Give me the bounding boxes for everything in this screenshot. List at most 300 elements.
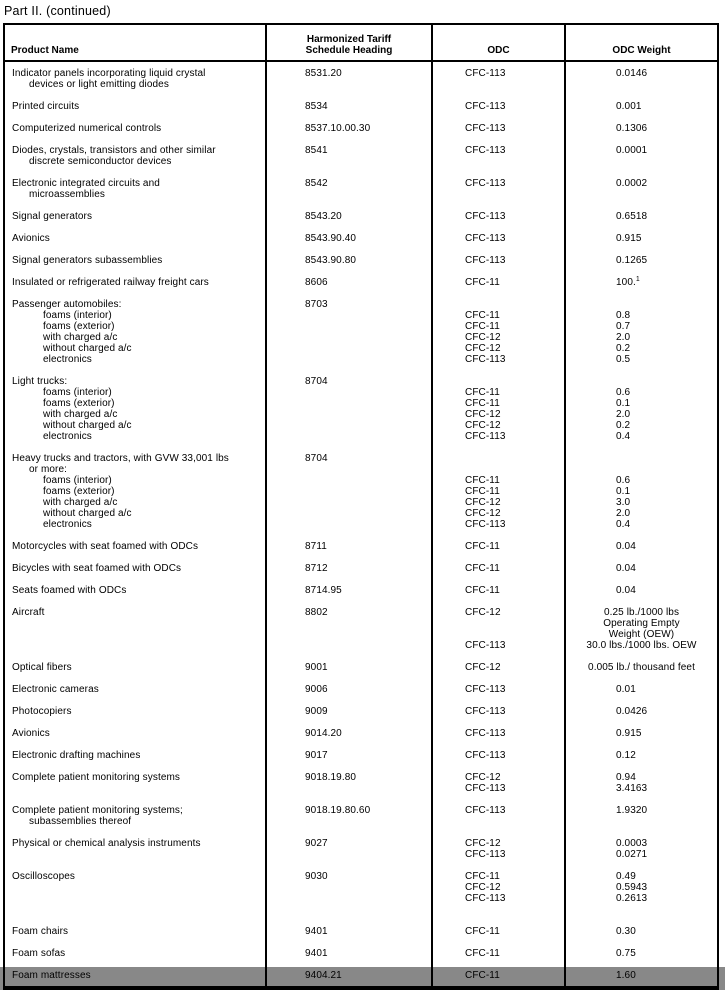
product-line: Oscilloscopes [12, 871, 75, 882]
hts-value: 9006 [305, 684, 328, 695]
product-line: foams (exterior) [43, 398, 115, 409]
weight-value: 0.75 [616, 948, 636, 959]
table-row [5, 200, 717, 222]
weight-value: 0.0271 [616, 849, 648, 860]
product-cell [5, 794, 267, 827]
table-row [5, 266, 717, 288]
hts-value: 8537.10.00.30 [305, 123, 371, 134]
product-line: subassemblies thereof [29, 816, 132, 827]
weight-cell [566, 959, 717, 986]
odc-cell [433, 827, 566, 860]
odc-value [433, 156, 564, 167]
odc-value: CFC-113 [465, 233, 506, 244]
odc-cell [433, 739, 566, 761]
weight-value [566, 453, 717, 464]
weight-value: 0.915 [616, 728, 642, 739]
product-line: Seats foamed with ODCs [12, 585, 127, 596]
hts-value [267, 431, 431, 442]
hts-cell [267, 827, 433, 860]
weight-value [566, 376, 717, 387]
weight-value: 0.1 [616, 486, 631, 497]
odc-value: CFC-12 [465, 882, 501, 893]
tariff-table [3, 23, 719, 990]
product-cell [5, 134, 267, 167]
header-product-name [5, 25, 267, 60]
product-line: electronics [43, 519, 92, 530]
hts-value: 8531.20 [305, 68, 342, 79]
header-odc-weight-label: ODC Weight [612, 45, 671, 56]
hts-value [267, 420, 431, 431]
product-line: Bicycles with seat foamed with ODCs [12, 563, 182, 574]
hts-cell [267, 959, 433, 986]
weight-cell [566, 739, 717, 761]
odc-cell [433, 244, 566, 266]
header-odc-label: ODC [487, 45, 510, 56]
odc-value: CFC-12 [465, 838, 501, 849]
weight-value: 0.25 lb./1000 lbs [603, 607, 680, 618]
hts-cell [267, 442, 433, 530]
weight-value: 0.04 [616, 541, 636, 552]
weight-value: Weight (OEW) [608, 629, 675, 640]
weight-cell [566, 134, 717, 167]
table-row [5, 596, 717, 651]
product-cell [5, 574, 267, 596]
weight-cell [566, 167, 717, 200]
odc-cell [433, 695, 566, 717]
hts-cell [267, 288, 433, 365]
table-row [5, 761, 717, 794]
product-line: electronics [43, 354, 92, 365]
header-hts-line1: Harmonized Tariff [306, 34, 392, 45]
hts-value: 8543.20 [305, 211, 342, 222]
product-line: Foam chairs [12, 926, 69, 937]
product-cell [5, 761, 267, 794]
odc-value: CFC-113 [465, 123, 506, 134]
hts-cell [267, 695, 433, 717]
table-row [5, 552, 717, 574]
hts-value [267, 618, 431, 629]
product-line [5, 882, 265, 893]
hts-value: 8712 [305, 563, 328, 574]
weight-value: 3.0 [616, 497, 631, 508]
odc-value: CFC-113 [465, 519, 506, 530]
table-row [5, 222, 717, 244]
odc-cell [433, 596, 566, 651]
hts-cell [267, 717, 433, 739]
product-line [5, 629, 265, 640]
table-row [5, 827, 717, 860]
odc-value: CFC-113 [465, 783, 506, 794]
product-line: Motorcycles with seat foamed with ODCs [12, 541, 199, 552]
odc-cell [433, 134, 566, 167]
weight-cell [566, 860, 717, 904]
odc-value: CFC-12 [465, 497, 501, 508]
product-cell [5, 288, 267, 365]
table-row [5, 530, 717, 552]
weight-value: 0.8 [616, 310, 631, 321]
hts-value: 8802 [305, 607, 328, 618]
product-cell [5, 673, 267, 695]
odc-value: CFC-11 [465, 926, 500, 937]
hts-cell [267, 596, 433, 651]
odc-value: CFC-113 [465, 354, 506, 365]
weight-value: 0.0003 [616, 838, 648, 849]
odc-value: CFC-11 [465, 398, 500, 409]
product-cell [5, 860, 267, 904]
product-line: foams (interior) [43, 310, 112, 321]
odc-value [433, 464, 564, 475]
product-cell [5, 442, 267, 530]
product-line: Insulated or refrigerated railway freight cars [12, 277, 209, 288]
odc-cell [433, 530, 566, 552]
weight-value: 0.01 [616, 684, 636, 695]
table-row [5, 112, 717, 134]
product-line: Foam mattresses [12, 970, 91, 981]
odc-cell [433, 937, 566, 959]
product-cell [5, 266, 267, 288]
odc-value: CFC-12 [465, 332, 501, 343]
product-line: electronics [43, 431, 92, 442]
odc-value: CFC-11 [465, 277, 500, 288]
odc-value: CFC-11 [465, 541, 500, 552]
odc-value: CFC-113 [465, 431, 506, 442]
weight-cell [566, 827, 717, 860]
weight-value: 0.5943 [616, 882, 648, 893]
odc-value: CFC-113 [465, 849, 506, 860]
product-line [5, 849, 265, 860]
hts-value [267, 497, 431, 508]
product-line: without charged a/c [43, 508, 132, 519]
hts-value: 9009 [305, 706, 328, 717]
table-row [5, 673, 717, 695]
weight-value: 0.6518 [616, 211, 648, 222]
hts-cell [267, 222, 433, 244]
weight-cell [566, 596, 717, 651]
product-line: Diodes, crystals, transistors and other similar [12, 145, 216, 156]
odc-value: CFC-113 [465, 255, 506, 266]
hts-value: 8714.95 [305, 585, 342, 596]
hts-cell [267, 266, 433, 288]
hts-value [267, 783, 431, 794]
hts-cell [267, 112, 433, 134]
product-line: foams (exterior) [43, 486, 115, 497]
weight-cell [566, 574, 717, 596]
hts-cell [267, 860, 433, 904]
hts-value [267, 816, 431, 827]
weight-value [566, 464, 717, 475]
table-row [5, 365, 717, 442]
product-cell [5, 90, 267, 112]
odc-cell [433, 904, 566, 937]
weight-cell [566, 673, 717, 695]
table-row [5, 90, 717, 112]
weight-value: 0.1265 [616, 255, 648, 266]
odc-cell [433, 90, 566, 112]
hts-value [267, 882, 431, 893]
odc-value: CFC-11 [465, 948, 500, 959]
odc-cell [433, 959, 566, 986]
product-cell [5, 530, 267, 552]
table-row [5, 62, 717, 90]
product-line: Physical or chemical analysis instruments [12, 838, 201, 849]
weight-value: 0.1 [616, 398, 631, 409]
product-line: Avionics [12, 233, 50, 244]
product-cell [5, 167, 267, 200]
hts-cell [267, 62, 433, 90]
weight-cell [566, 717, 717, 739]
table-header-row [5, 25, 717, 62]
odc-value: CFC-113 [465, 640, 506, 651]
odc-value: CFC-113 [465, 750, 506, 761]
odc-cell [433, 552, 566, 574]
hts-cell [267, 739, 433, 761]
product-line: Electronic cameras [12, 684, 99, 695]
weight-value: 1.60 [616, 970, 636, 981]
hts-cell [267, 90, 433, 112]
odc-value [433, 816, 564, 827]
product-line: foams (interior) [43, 387, 112, 398]
weight-value: 0.94 [616, 772, 636, 783]
product-line: Complete patient monitoring systems; [12, 805, 183, 816]
odc-value: CFC-113 [465, 101, 506, 112]
hts-value [267, 156, 431, 167]
hts-cell [267, 530, 433, 552]
hts-value: 8704 [305, 376, 328, 387]
odc-value: CFC-113 [465, 178, 506, 189]
weight-cell [566, 937, 717, 959]
hts-cell [267, 794, 433, 827]
table-row [5, 651, 717, 673]
footnote-superscript: 1 [635, 276, 640, 283]
product-line: foams (exterior) [43, 321, 115, 332]
hts-value [267, 409, 431, 420]
hts-cell [267, 365, 433, 442]
weight-value [566, 156, 717, 167]
weight-value: 0.1306 [616, 123, 648, 134]
hts-value [267, 79, 431, 90]
odc-value: CFC-12 [465, 772, 501, 783]
product-line: Aircraft [12, 607, 45, 618]
odc-value: CFC-12 [465, 607, 501, 618]
product-line [5, 640, 265, 651]
product-line [5, 783, 265, 794]
hts-value [267, 332, 431, 343]
odc-cell [433, 717, 566, 739]
hts-value [267, 893, 431, 904]
hts-value [267, 519, 431, 530]
hts-cell [267, 673, 433, 695]
hts-value: 9401 [305, 948, 328, 959]
hts-cell [267, 574, 433, 596]
hts-value: 8543.90.40 [305, 233, 357, 244]
hts-value: 8704 [305, 453, 328, 464]
table-row [5, 574, 717, 596]
hts-cell [267, 134, 433, 167]
odc-value: CFC-11 [465, 486, 500, 497]
odc-value [433, 453, 564, 464]
hts-value [267, 640, 431, 651]
odc-value [433, 376, 564, 387]
weight-value: 30.0 lbs./1000 lbs. OEW [586, 640, 697, 651]
odc-value: CFC-12 [465, 662, 501, 673]
hts-cell [267, 651, 433, 673]
odc-value: CFC-113 [465, 68, 506, 79]
table-row [5, 904, 717, 937]
product-line: foams (interior) [43, 475, 112, 486]
odc-value: CFC-113 [465, 805, 506, 816]
product-line: Light trucks: [12, 376, 68, 387]
product-cell [5, 552, 267, 574]
product-cell [5, 222, 267, 244]
weight-cell [566, 761, 717, 794]
weight-value: 0.2613 [616, 893, 648, 904]
hts-value [267, 189, 431, 200]
hts-value [267, 343, 431, 354]
weight-cell [566, 200, 717, 222]
weight-value [566, 189, 717, 200]
hts-cell [267, 552, 433, 574]
weight-value: 0.0146 [616, 68, 648, 79]
weight-value: 0.5 [616, 354, 631, 365]
weight-cell [566, 695, 717, 717]
table-row [5, 244, 717, 266]
odc-cell [433, 442, 566, 530]
odc-value: CFC-11 [465, 310, 500, 321]
hts-value [267, 387, 431, 398]
product-line: discrete semiconductor devices [29, 156, 172, 167]
weight-value: 2.0 [616, 332, 631, 343]
odc-cell [433, 112, 566, 134]
odc-value: CFC-113 [465, 706, 506, 717]
odc-value: CFC-11 [465, 871, 500, 882]
hts-cell [267, 200, 433, 222]
weight-value: 2.0 [616, 409, 631, 420]
product-cell [5, 827, 267, 860]
weight-value: 0.4 [616, 519, 631, 530]
odc-value: CFC-113 [465, 728, 506, 739]
product-line: Printed circuits [12, 101, 80, 112]
product-cell [5, 937, 267, 959]
hts-value: 8542 [305, 178, 328, 189]
odc-value: CFC-113 [465, 684, 506, 695]
odc-cell [433, 200, 566, 222]
product-line: Signal generators subassemblies [12, 255, 163, 266]
product-line: Indicator panels incorporating liquid crystal [12, 68, 206, 79]
hts-value [267, 321, 431, 332]
table-row [5, 134, 717, 167]
weight-cell [566, 244, 717, 266]
product-line [5, 893, 265, 904]
header-product-name-label: Product Name [11, 45, 79, 56]
weight-cell [566, 90, 717, 112]
product-line: with charged a/c [43, 409, 118, 420]
weight-value [566, 299, 717, 310]
weight-value: 0.0001 [616, 145, 648, 156]
product-cell [5, 62, 267, 90]
weight-value: 1.9320 [616, 805, 648, 816]
odc-cell [433, 794, 566, 827]
weight-value: 0.915 [616, 233, 642, 244]
hts-value: 8703 [305, 299, 328, 310]
hts-cell [267, 937, 433, 959]
product-line: Electronic drafting machines [12, 750, 141, 761]
product-cell [5, 739, 267, 761]
product-cell [5, 596, 267, 651]
header-hts-heading [267, 25, 433, 60]
hts-cell [267, 167, 433, 200]
hts-value: 8541 [305, 145, 328, 156]
weight-cell [566, 266, 717, 288]
product-line: Avionics [12, 728, 50, 739]
product-line: Complete patient monitoring systems [12, 772, 181, 783]
weight-cell [566, 112, 717, 134]
weight-value: 100.$^1$ [616, 276, 640, 288]
table-row [5, 717, 717, 739]
product-line: devices or light emitting diodes [29, 79, 169, 90]
weight-cell [566, 552, 717, 574]
weight-value [566, 816, 717, 827]
odc-value: CFC-12 [465, 420, 501, 431]
hts-value: 9404.21 [305, 970, 342, 981]
product-line: Signal generators [12, 211, 93, 222]
odc-cell [433, 288, 566, 365]
weight-cell [566, 442, 717, 530]
product-cell [5, 200, 267, 222]
page-title: Part II. (continued) [4, 4, 111, 18]
odc-value: CFC-12 [465, 343, 501, 354]
table-row [5, 794, 717, 827]
odc-value: CFC-11 [465, 585, 500, 596]
odc-value: CFC-12 [465, 409, 501, 420]
table-row [5, 937, 717, 959]
odc-value: CFC-12 [465, 508, 501, 519]
product-cell [5, 244, 267, 266]
hts-value [267, 629, 431, 640]
odc-cell [433, 860, 566, 904]
odc-value [433, 618, 564, 629]
odc-value: CFC-113 [465, 893, 506, 904]
product-line: Foam sofas [12, 948, 66, 959]
product-line: Computerized numerical controls [12, 123, 162, 134]
header-odc [433, 25, 566, 60]
hts-value: 9014.20 [305, 728, 342, 739]
odc-value: CFC-113 [465, 145, 506, 156]
table-row [5, 860, 717, 904]
header-odc-weight [566, 25, 717, 60]
product-line: without charged a/c [43, 343, 132, 354]
weight-value: 0.04 [616, 585, 636, 596]
product-line: with charged a/c [43, 332, 118, 343]
product-line: Optical fibers [12, 662, 72, 673]
weight-value: 3.4163 [616, 783, 648, 794]
hts-value [267, 464, 431, 475]
hts-value: 8711 [305, 541, 327, 552]
weight-value: 0.005 lb./ thousand feet [588, 662, 695, 673]
weight-value: 2.0 [616, 508, 631, 519]
product-cell [5, 904, 267, 937]
hts-value [267, 849, 431, 860]
odc-value [433, 629, 564, 640]
product-cell [5, 651, 267, 673]
weight-value: 0.6 [616, 387, 631, 398]
weight-cell [566, 222, 717, 244]
odc-cell [433, 365, 566, 442]
hts-value [267, 486, 431, 497]
weight-cell [566, 904, 717, 937]
table-row [5, 167, 717, 200]
odc-cell [433, 222, 566, 244]
odc-value: CFC-11 [465, 970, 500, 981]
